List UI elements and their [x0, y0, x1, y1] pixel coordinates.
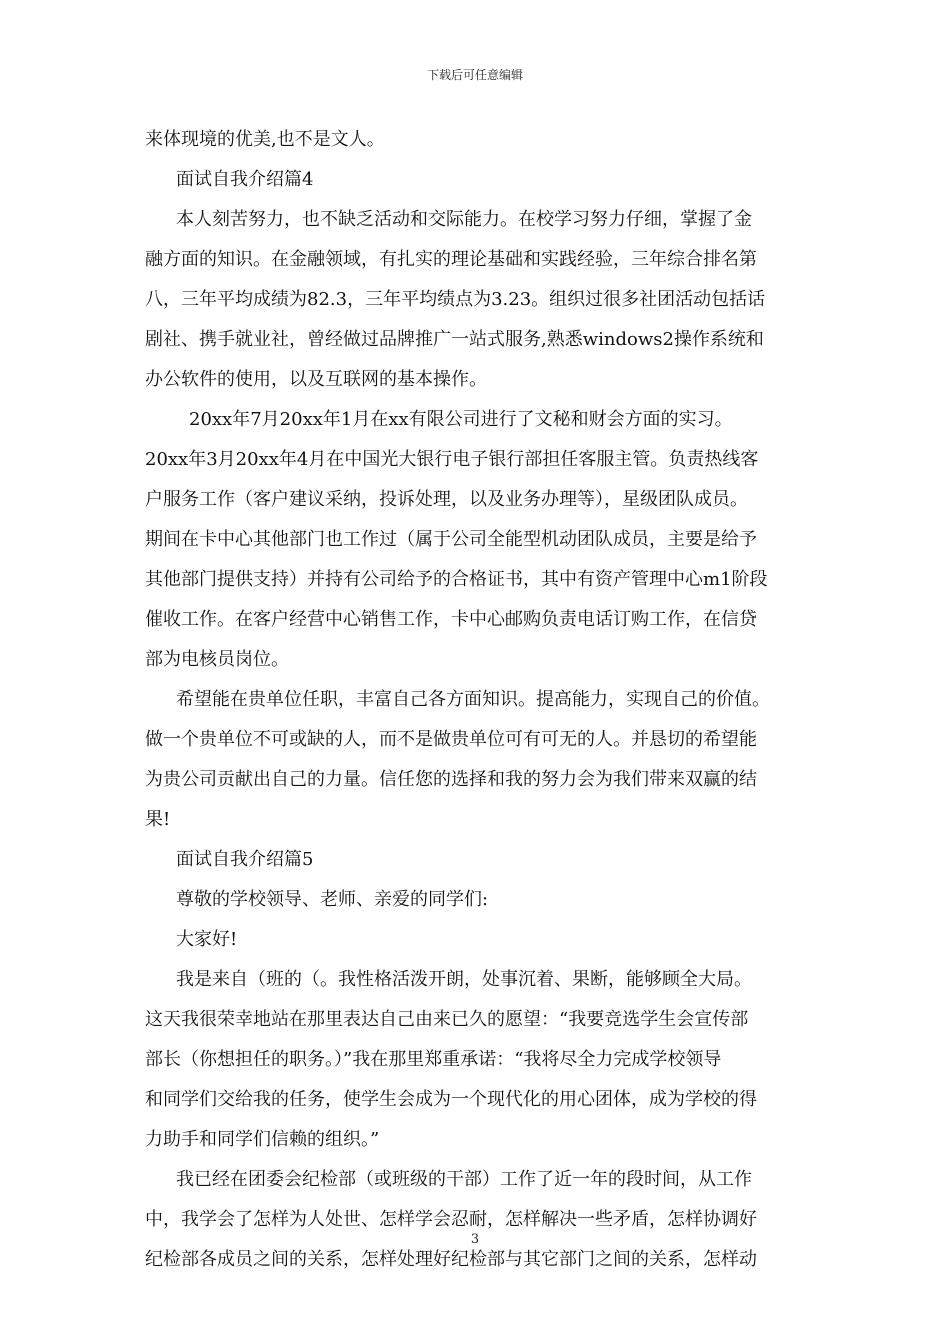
text-line: 我已经在团委会纪检部（或班级的干部）工作了近一年的段时间，从工作 [176, 1169, 752, 1190]
text-line: 尊敬的学校领导、老师、亲爱的同学们: [176, 889, 489, 910]
text-line: 这天我很荣幸地站在那里表达自己由来已久的愿望：“我要竞选学生会宣传部 [145, 1009, 749, 1030]
text-line: 20xx年7月20xx年1月在xx有限公司进行了文秘和财会方面的实习。 [189, 409, 733, 430]
text-line: 果! [145, 809, 171, 830]
text-line: 为贵公司贡献出自己的力量。信任您的选择和我的努力会为我们带来双赢的结 [145, 769, 757, 790]
text-line: 催收工作。在客户经营中心销售工作，卡中心邮购负责电话订购工作，在信贷 [145, 609, 757, 630]
document-body [145, 120, 815, 1280]
text-line: 希望能在贵单位任职，丰富自己各方面知识。提高能力，实现自己的价值。 [176, 689, 770, 710]
page-header: 下载后可任意编辑 [426, 68, 523, 82]
text-line: 融方面的知识。在金融领域，有扎实的理论基础和实践经验，三年综合排名第 [145, 249, 757, 270]
text-line: 面试自我介绍篇5 [176, 849, 314, 870]
page-number: 3 [470, 1232, 480, 1247]
text-line: 我是来自（班的（。我性格活泼开朗，处事沉着、果断，能够顾全大局。 [176, 969, 752, 990]
text-line: 办公软件的使用，以及互联网的基本操作。 [145, 369, 487, 390]
text-line: 户服务工作（客户建议采纳，投诉处理，以及业务办理等），星级团队成员。 [145, 489, 748, 510]
text-line: 来体现境的优美,也不是文人。 [145, 129, 385, 150]
text-line: 面试自我介绍篇4 [176, 169, 314, 190]
text-line: 八，三年平均成绩为82.3，三年平均绩点为3.23。组织过很多社团活动包括话 [145, 289, 766, 310]
text-line: 大家好! [176, 929, 238, 950]
text-line: 力助手和同学们信赖的组织。” [145, 1129, 380, 1150]
text-line: 中，我学会了怎样为人处世、怎样学会忍耐，怎样解决一些矛盾，怎样协调好 [145, 1209, 757, 1230]
text-line: 期间在卡中心其他部门也工作过（属于公司全能型机动团队成员，主要是给予 [145, 529, 757, 550]
text-line: 和同学们交给我的任务，使学生会成为一个现代化的用心团体，成为学校的得 [145, 1089, 757, 1110]
text-line: 20xx年3月20xx年4月在中国光大银行电子银行部担任客服主管。负责热线客 [145, 449, 759, 470]
text-line: 剧社、携手就业社，曾经做过品牌推广一站式服务,熟悉windows2操作系统和 [145, 329, 764, 350]
text-line: 本人刻苦努力，也不缺乏活动和交际能力。在校学习努力仔细，掌握了金 [176, 209, 752, 230]
text-line: 纪检部各成员之间的关系，怎样处理好纪检部与其它部门之间的关系，怎样动 [145, 1249, 757, 1270]
text-line: 部为电核员岗位。 [145, 649, 289, 670]
text-line: 做一个贵单位不可或缺的人，而不是做贵单位可有可无的人。并恳切的希望能 [145, 729, 757, 750]
text-line: 其他部门提供支持）并持有公司给予的合格证书，其中有资产管理中心m1阶段 [145, 569, 768, 590]
text-line: 部长（你想担任的职务。）”我在那里郑重承诺：“我将尽全力完成学校领导 [145, 1049, 722, 1070]
